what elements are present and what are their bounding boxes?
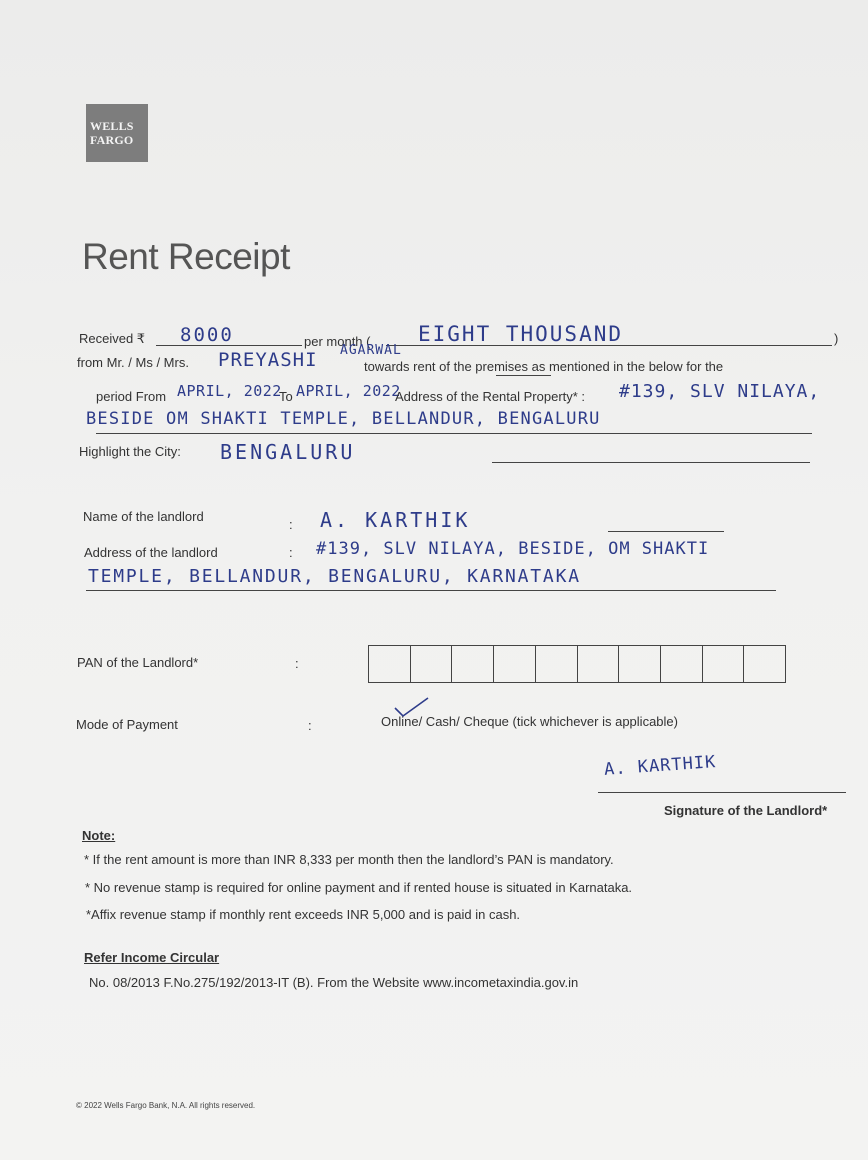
landlord-name-value: A. KARTHIK — [320, 508, 471, 532]
property-address-line-2: BESIDE OM SHAKTI TEMPLE, BELLANDUR, BENGALURU — [86, 409, 601, 429]
pan-colon: : — [295, 656, 299, 671]
period-to-label: To — [279, 389, 293, 404]
signature-label: Signature of the Landlord* — [664, 803, 828, 818]
period-to-value: APRIL, 2022 — [296, 382, 401, 400]
pan-cell[interactable] — [494, 646, 536, 682]
payment-mode-colon: : — [308, 718, 312, 733]
logo-line-1: WELLS — [90, 119, 134, 133]
received-label: Received ₹ — [79, 331, 146, 346]
property-address-line-1: #139, SLV NILAYA, — [619, 381, 821, 402]
pan-cell[interactable] — [744, 646, 785, 682]
pan-cell[interactable] — [369, 646, 411, 682]
pan-cell[interactable] — [536, 646, 578, 682]
tenant-first-name: PREYASHI — [218, 349, 318, 371]
per-month-label: per month ( — [304, 334, 371, 349]
payment-options: Online/ Cash/ Cheque (tick whichever is applicable) — [381, 714, 678, 729]
pan-cell[interactable] — [661, 646, 703, 682]
period-from-label: period From — [96, 389, 167, 404]
landlord-address-line-1: #139, SLV NILAYA, BESIDE, OM SHAKTI — [316, 539, 710, 559]
note-item: * If the rent amount is more than INR 8,333 per month then the landlord’s PAN is mandatory. — [84, 852, 614, 867]
landlord-address-line-2: TEMPLE, BELLANDUR, BENGALURU, KARNATAKA — [88, 566, 581, 587]
period-from-value: APRIL, 2022 — [177, 382, 282, 400]
pan-cell[interactable] — [619, 646, 661, 682]
tenant-last-name: AGARWAL — [340, 343, 402, 358]
city-value: BENGALURU — [220, 440, 356, 464]
amount-in-words: EIGHT THOUSAND — [418, 322, 624, 346]
note-item: *Affix revenue stamp if monthly rent exceeds INR 5,000 and is paid in cash. — [86, 907, 521, 922]
wells-fargo-logo — [86, 104, 148, 162]
note-heading: Note: — [82, 828, 116, 843]
tenant-label: from Mr. / Ms / Mrs. — [77, 355, 189, 370]
pan-cell[interactable] — [452, 646, 494, 682]
copyright-footer: © 2022 Wells Fargo Bank, N.A. All rights reserved. — [76, 1101, 256, 1110]
city-label: Highlight the City: — [79, 444, 181, 459]
rental-address-label: Address of the Rental Property* : — [395, 389, 586, 404]
landlord-address-colon: : — [289, 545, 293, 560]
towards-text: towards rent of the premises as mentioned in the below for the — [364, 359, 724, 374]
pan-cell[interactable] — [703, 646, 745, 682]
pan-cell[interactable] — [411, 646, 453, 682]
refer-heading: Refer Income Circular — [84, 950, 220, 965]
logo-line-2: FARGO — [90, 133, 134, 147]
landlord-address-label: Address of the landlord — [84, 545, 218, 560]
landlord-name-label: Name of the landlord — [83, 509, 204, 524]
pan-cell[interactable] — [578, 646, 620, 682]
pan-input-boxes[interactable] — [368, 645, 786, 683]
payment-mode-label: Mode of Payment — [76, 717, 178, 732]
close-paren: ) — [834, 331, 839, 346]
refer-text: No. 08/2013 F.No.275/192/2013-IT (B). From the Website www.incometaxindia.gov.in — [89, 975, 579, 990]
pan-label: PAN of the Landlord* — [77, 655, 199, 670]
landlord-signature: A. KARTHIK — [603, 752, 717, 780]
landlord-name-colon: : — [289, 517, 293, 532]
amount-value: 8000 — [180, 324, 234, 346]
note-item: * No revenue stamp is required for online payment and if rented house is situated in Karnataka. — [85, 880, 633, 895]
page-title: Rent Receipt — [82, 236, 290, 277]
